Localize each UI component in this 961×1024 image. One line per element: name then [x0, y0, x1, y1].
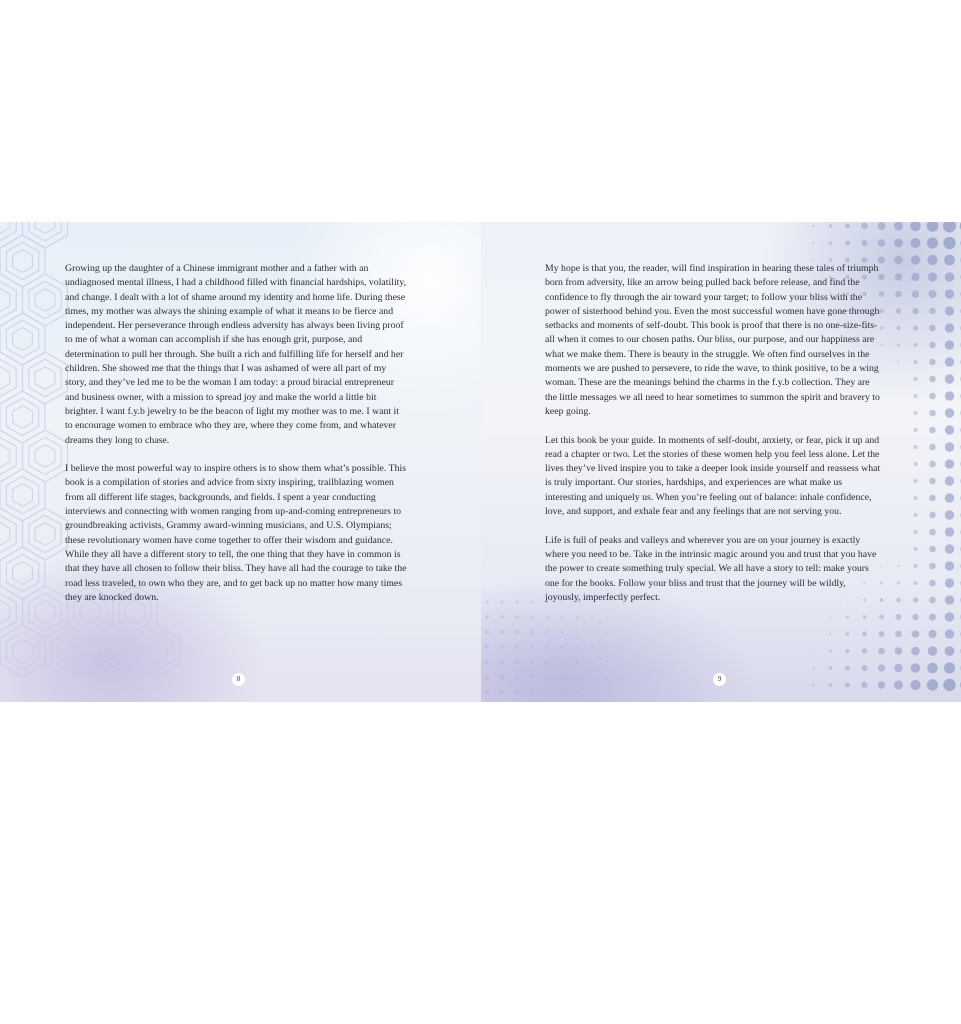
decorative-dot [945, 527, 954, 536]
decorative-dot [914, 581, 918, 585]
decorative-dot [545, 645, 549, 649]
decorative-dot [845, 649, 849, 653]
decorative-dot [896, 614, 902, 620]
decorative-dot [911, 273, 919, 281]
decorative-dot [501, 601, 504, 604]
decorative-dot [829, 224, 833, 228]
hexagon-shape [103, 640, 123, 663]
hexagon-shape [0, 593, 16, 630]
decorative-dot [895, 291, 902, 298]
decorative-dot [484, 689, 490, 695]
decorative-dot [944, 255, 955, 266]
decorative-dot [878, 664, 885, 671]
hexagon-shape [51, 632, 84, 669]
decorative-dot [829, 666, 832, 669]
decorative-dot [621, 691, 623, 693]
decorative-dot [929, 393, 936, 400]
decorative-dot [845, 241, 850, 246]
decorative-dot [945, 425, 954, 434]
decorative-dot [894, 222, 903, 231]
decorative-dot [943, 222, 956, 233]
book-spread [0, 222, 961, 702]
decorative-dot [606, 661, 608, 663]
decorative-dot [515, 630, 519, 634]
decorative-dot [914, 462, 918, 466]
decorative-dot [945, 476, 954, 485]
hexagon-shape [13, 250, 33, 273]
decorative-dot [515, 645, 519, 649]
decorative-dot [929, 597, 936, 604]
hexagon-shape [0, 352, 23, 404]
decorative-dot [913, 326, 918, 331]
decorative-dot [914, 377, 918, 381]
decorative-dot [895, 647, 903, 655]
hexagon-shape [0, 274, 23, 326]
right-page [481, 222, 961, 702]
decorative-dot [910, 680, 920, 690]
decorative-dot [861, 682, 867, 688]
hexagon-shape [6, 398, 38, 435]
decorative-dot [606, 631, 608, 633]
decorative-dot [606, 646, 608, 648]
paragraph: Growing up the daughter of a Chinese immigrant mother and a father with an undiagnosed mental illness, I had a childhood filled with financial hardships, volatility, and change. I dealt with a lot of shame around my identity and home life. During these times, my mother was always the shining example of what it means to be fierce and independent. Her perseverance through endless adversity has always been living proof to me of what a woman can accomplish if she has enough grit, purpose, and determination to pull her through. She built a rich and fulfilling life for herself and her children. She showed me that the things that I was ashamed of were all part of my story, and they’ve led me to be the woman I am today: a proud biracial entrepreneur and business owner, with a mission to spread joy and make the world a little bit brighter. I want f.y.b jewelry to be the beacon of light my mother was to me. I want it to encourage women to embrace who they are, where they come from, and whatever dreams they long to chase. [65, 263, 407, 446]
decorative-dot [621, 676, 623, 678]
hexagon-shape [13, 406, 33, 429]
decorative-dot [560, 645, 563, 648]
hexagon-shape [13, 640, 33, 663]
hexagon-shape [35, 523, 55, 546]
decorative-dot [896, 598, 901, 603]
decorative-dot [945, 493, 954, 502]
decorative-dot [829, 241, 833, 245]
page-number: 8 [232, 673, 245, 686]
decorative-dot [499, 689, 505, 695]
decorative-dot [895, 273, 902, 280]
hexagon-shape [6, 554, 38, 591]
decorative-dot [829, 633, 831, 635]
decorative-dot [591, 631, 593, 633]
hexagon-shape [6, 476, 38, 513]
decorative-dot [846, 632, 850, 636]
hexagon-shape [0, 367, 10, 390]
decorative-dot [943, 237, 955, 249]
hexagon-shape [29, 222, 61, 241]
decorative-dot [945, 391, 954, 400]
decorative-dot [910, 222, 920, 231]
decorative-dot [560, 660, 563, 663]
decorative-dot [914, 496, 918, 500]
decorative-dot [845, 666, 850, 671]
decorative-dot [945, 357, 954, 366]
decorative-dot [929, 308, 936, 315]
decorative-dot [829, 650, 832, 653]
decorative-dot [515, 675, 520, 680]
decorative-dot [862, 648, 867, 653]
left-page [0, 222, 481, 702]
hexagon-shape [0, 359, 16, 396]
decorative-dot [912, 630, 920, 638]
decorative-dot [499, 674, 504, 679]
decorative-dot [894, 664, 902, 672]
decorative-dot [576, 676, 579, 679]
decorative-dot [929, 290, 937, 298]
decorative-dot [591, 661, 593, 663]
decorative-dot [813, 650, 815, 652]
decorative-dot [485, 630, 489, 634]
hexagon-shape [35, 367, 55, 390]
decorative-dot [500, 645, 504, 649]
decorative-dot [561, 631, 564, 634]
hexagon-shape [148, 640, 168, 663]
decorative-dot [897, 565, 899, 567]
paragraph: Life is full of peaks and valleys and wherever you are on your journey is exactly where you need to be. Take in the intrinsic magic around you and trust that you have the power to create something truly special. We all have a story to tell: make yours one for the books. Follow your bliss and trust that the journey will be wildly, joyously, imperfectly perfect. [545, 534, 877, 603]
decorative-dot [929, 325, 936, 332]
decorative-dot [576, 646, 579, 649]
decorative-dot [812, 667, 814, 669]
decorative-dot [927, 663, 938, 674]
decorative-dot [531, 601, 534, 604]
decorative-dot [861, 223, 867, 229]
hexagon-shape [6, 320, 38, 357]
decorative-dot [515, 660, 520, 665]
hexagon-shape [0, 601, 10, 624]
decorative-dot [897, 581, 900, 584]
decorative-dot [945, 374, 954, 383]
hexagon-shape [58, 640, 78, 663]
decorative-dot [545, 630, 548, 633]
decorative-dot [500, 660, 505, 665]
decorative-dot [929, 546, 936, 553]
decorative-dot [914, 360, 918, 364]
decorative-dot [945, 408, 954, 417]
decorative-dot [927, 237, 938, 248]
hexagon-shape [35, 289, 55, 312]
decorative-dot [530, 645, 534, 649]
decorative-dot [897, 343, 900, 346]
hexagon-shape [0, 515, 16, 552]
paragraph: My hope is that you, the reader, will find inspiration in hearing these tales of triumph born from adversity, like an arrow being pulled back before release, and find the confidence to fly through the air toward your target; to follow your bliss with the power of sisterhood behind you. Even the most successful women have gone through setbacks and moments of self-doubt. This book is proof that there is no one-size-fits-all when it comes to our chosen paths. Our bliss, our purpose, and our happiness are what we make them. There is beauty in the struggle. We often find ourselves in the moments we are pushed to persevere, to ride the wave, to think positive, to be a wing woman. These are the meanings behind the charms in the f.y.b collection. They are the little messages we all need to hear sometimes to summon the spirit and bravery to keep going. [545, 263, 880, 417]
decorative-dot [945, 595, 954, 604]
decorative-dot [829, 683, 833, 687]
decorative-dot [845, 224, 850, 229]
decorative-dot [912, 614, 918, 620]
decorative-dot [530, 660, 534, 664]
decorative-dot [878, 681, 886, 689]
decorative-dot [914, 394, 918, 398]
decorative-dot [530, 690, 535, 695]
decorative-dot [927, 255, 937, 265]
decorative-dot [945, 323, 954, 332]
decorative-dot [486, 601, 489, 604]
decorative-dot [514, 689, 519, 694]
hexagon-shape [13, 328, 33, 351]
decorative-dot [515, 615, 518, 618]
decorative-dot [812, 684, 814, 686]
decorative-dot [913, 597, 918, 602]
hexagon-shape [0, 508, 23, 560]
hexagon-shape [141, 632, 173, 669]
hexagon-shape [35, 222, 55, 233]
decorative-dot [911, 255, 920, 264]
hexagon-shape [29, 281, 61, 318]
decorative-dot [929, 512, 936, 519]
hexagon-shape [6, 242, 38, 279]
decorative-dot [928, 630, 936, 638]
decorative-dot [862, 665, 868, 671]
decorative-dot [894, 239, 903, 248]
decorative-dot [911, 238, 921, 248]
decorative-dot [929, 614, 936, 621]
decorative-dot [500, 630, 504, 634]
decorative-dot [914, 479, 918, 483]
decorative-dot [530, 630, 534, 634]
decorative-dot [862, 632, 867, 637]
decorative-dot [911, 663, 921, 673]
hexagon-shape [13, 484, 33, 507]
decorative-dot [591, 646, 593, 648]
decorative-dot [927, 222, 939, 232]
decorative-dot [898, 361, 900, 363]
decorative-dot [945, 510, 954, 519]
decorative-dot [914, 530, 918, 534]
decorative-dot [945, 340, 954, 349]
paragraph: Let this book be your guide. In moments of self-doubt, anxiety, or fear, pick it up and read a chapter or two. Let the stories of these women help you feel less alone. Let the lives they’ve lived inspire you to take a deeper look inside yourself and reassess what is truly important. Our stories, hardships, and experiences are what make us interesting and uniquely us. When you’re feeling out of balance: inhale confidence, love, and support, and exhale fear and any feelings that are not serving you. [545, 434, 881, 518]
decorative-dot [545, 690, 549, 694]
page-number: 9 [713, 673, 726, 686]
decorative-dot [606, 691, 608, 693]
left-page-body [65, 262, 407, 619]
decorative-dot [912, 290, 919, 297]
decorative-dot [530, 675, 535, 680]
decorative-dot [943, 679, 955, 691]
decorative-dot [945, 629, 954, 638]
decorative-dot [545, 660, 549, 664]
decorative-dot [812, 242, 814, 244]
decorative-dot [929, 376, 936, 383]
decorative-dot [945, 459, 954, 468]
decorative-dot [929, 478, 936, 485]
decorative-dot [485, 615, 489, 619]
decorative-dot [812, 225, 814, 227]
decorative-dot [813, 259, 815, 261]
decorative-dot [621, 661, 623, 663]
hexagon-shape [0, 586, 23, 638]
hexagon-shape [0, 430, 23, 482]
decorative-dot [945, 561, 954, 570]
decorative-dot [945, 272, 955, 282]
decorative-dot [914, 445, 918, 449]
hexagon-shape [35, 601, 55, 624]
decorative-dot [929, 444, 936, 451]
hexagon-shape [0, 222, 10, 233]
decorative-dot [929, 495, 936, 502]
decorative-dot [944, 662, 955, 673]
decorative-dot [928, 272, 937, 281]
hexagon-shape [0, 437, 16, 474]
hexagon-shape [0, 281, 16, 318]
decorative-dot [914, 343, 918, 347]
right-page-body [545, 262, 881, 619]
decorative-dot [929, 563, 936, 570]
decorative-dot [894, 256, 902, 264]
decorative-dot [945, 612, 954, 621]
decorative-dot [945, 289, 954, 298]
hexagon-shape [35, 445, 55, 468]
decorative-dot [560, 690, 564, 694]
decorative-dot [591, 676, 594, 679]
decorative-dot [591, 691, 594, 694]
decorative-dot [945, 646, 955, 656]
decorative-dot [621, 646, 622, 647]
hexagon-shape [6, 632, 38, 669]
decorative-dot [896, 326, 900, 330]
decorative-dot [484, 674, 490, 680]
decorative-dot [912, 308, 918, 314]
decorative-dot [516, 601, 519, 604]
decorative-dot [929, 461, 936, 468]
decorative-dot [895, 631, 902, 638]
decorative-dot [560, 675, 564, 679]
decorative-dot [914, 428, 918, 432]
decorative-dot [914, 411, 918, 415]
decorative-dot [576, 631, 578, 633]
decorative-dot [929, 529, 936, 536]
hexagon-shape [29, 515, 61, 552]
decorative-dot [945, 306, 954, 315]
decorative-dot [929, 580, 936, 587]
decorative-dot [927, 679, 938, 690]
decorative-dot [929, 410, 936, 417]
hexagon-shape [29, 593, 61, 630]
decorative-dot [929, 427, 936, 434]
decorative-dot [945, 578, 954, 587]
decorative-dot [500, 615, 503, 618]
decorative-dot [914, 547, 918, 551]
decorative-dot [911, 647, 920, 656]
decorative-dot [896, 308, 901, 313]
hexagon-shape [0, 289, 10, 312]
decorative-dot [878, 222, 886, 230]
decorative-dot [929, 359, 936, 366]
decorative-dot [845, 683, 850, 688]
decorative-dot [485, 660, 490, 665]
decorative-dot [606, 676, 608, 678]
paragraph: I believe the most powerful way to inspire others is to show them what’s possible. This book is a compilation of stories and advice from sixty inspiring, trailblazing women from all different life stages, backgrounds, and fields. I spent a year conducting interviews and connecting with women ranging from up-and-coming entrepreneurs to groundbreaking activists, Grammy award-winning musicians, and U.S. Olympians; these revolutionary women have come together to offer their wisdom and guidance. While they all have a different story to tell, the one thing that they have in common is that they have all chosen to follow their bliss. They have all had the courage to take the road less traveled, to own who they are, and to get back up no matter how many times they are knocked down. [65, 463, 407, 603]
decorative-dot [879, 631, 885, 637]
decorative-dot [545, 675, 549, 679]
decorative-dot [861, 240, 867, 246]
decorative-dot [914, 513, 918, 517]
decorative-dot [576, 661, 579, 664]
decorative-dot [575, 690, 578, 693]
hexagon-shape [13, 562, 33, 585]
decorative-dot [928, 646, 937, 655]
decorative-dot [878, 648, 885, 655]
decorative-dot [485, 645, 490, 650]
decorative-dot [945, 544, 954, 553]
decorative-dot [878, 239, 886, 247]
decorative-dot [929, 342, 936, 349]
hexagon-shape [0, 523, 10, 546]
decorative-dot [914, 564, 918, 568]
hexagon-shape [0, 222, 16, 241]
hexagon-shape [29, 359, 61, 396]
hexagon-shape [0, 445, 10, 468]
hexagon-shape [96, 632, 128, 669]
hexagon-shape [29, 437, 61, 474]
decorative-dot [531, 616, 534, 619]
decorative-dot [894, 681, 903, 690]
decorative-dot [945, 442, 954, 451]
